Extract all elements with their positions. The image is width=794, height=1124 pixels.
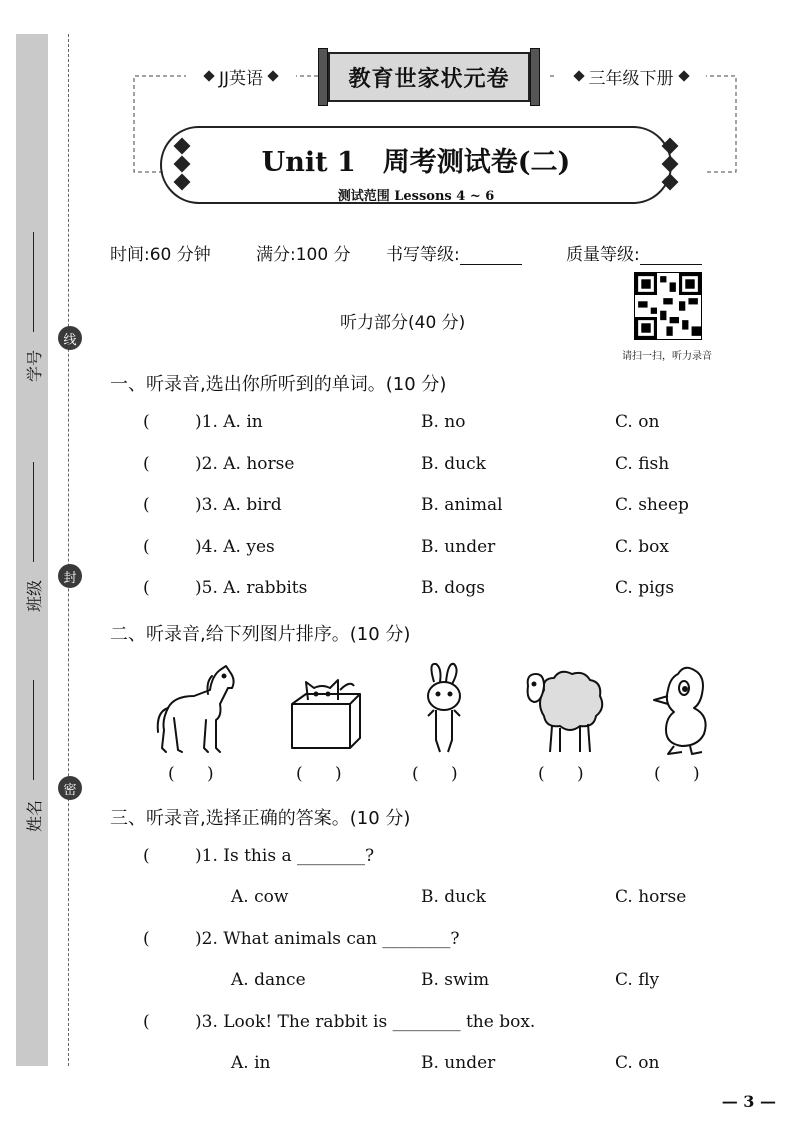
page-number: — 3 — (721, 1092, 776, 1111)
s1-q4-c: C. box (615, 537, 669, 557)
horse-icon (150, 660, 240, 760)
pic3-answer-blank[interactable]: ( ) (412, 764, 458, 784)
quality-grade: 质量等级: (566, 240, 702, 265)
s3-q2-c: C. fly (615, 970, 660, 990)
subject-tag (186, 64, 296, 88)
s3-q2-a: A. dance (231, 970, 306, 990)
pic2-answer-blank[interactable]: ( ) (296, 764, 342, 784)
s1-q1-a: )1. A. in (195, 412, 263, 432)
quality-grade-blank[interactable] (640, 248, 702, 265)
student-no-line (33, 232, 34, 332)
s1-q4-a: )4. A. yes (195, 537, 275, 557)
s3-q2-stem: )2. What animals can ________? (195, 929, 460, 949)
s1-q2-a: )2. A. horse (195, 454, 295, 474)
student-no-label: 学号 (25, 349, 44, 382)
listening-heading: 听力部分(40 分) (340, 313, 466, 333)
s1-q4-b: B. under (421, 537, 496, 557)
cut-line (68, 34, 69, 1066)
binding-strip (16, 34, 48, 1066)
series-title: 教育世家状元卷 (328, 52, 530, 102)
rabbit-icon (398, 660, 488, 760)
pic5-answer-blank[interactable]: ( ) (654, 764, 700, 784)
pic4-answer-blank[interactable]: ( ) (538, 764, 584, 784)
section2-heading: 二、听录音,给下列图片排序。(10 分) (110, 624, 411, 645)
s3-q3-stem: )3. Look! The rabbit is ________ the box. (195, 1012, 536, 1032)
sheep-icon (520, 660, 610, 760)
time-limit: 时间:60 分钟 (110, 245, 211, 265)
s3-q1-b: B. duck (421, 887, 486, 907)
s3-q1-stem: )1. Is this a ________? (195, 846, 375, 866)
class-line (33, 462, 34, 562)
name-line (33, 680, 34, 780)
cat-in-box-icon (280, 660, 370, 760)
s3-q1-c: C. horse (615, 887, 687, 907)
seal-mark-mi: 密 (58, 776, 82, 800)
section1-heading: 一、听录音,选出你所听到的单词。(10 分) (110, 374, 447, 395)
s3-q3-a: A. in (231, 1053, 271, 1073)
s1-q5-c: C. pigs (615, 578, 675, 598)
seal-mark-feng: 封 (58, 564, 82, 588)
class-label: 班级 (25, 579, 44, 612)
s1-q3-b: B. animal (421, 495, 503, 515)
name-label: 姓名 (25, 799, 44, 832)
s3-q3-c: C. on (615, 1053, 660, 1073)
s1-q2-b: B. duck (421, 454, 486, 474)
test-scope: 测试范围 Lessons 4 ~ 6 (337, 189, 495, 204)
series-scroll (318, 48, 540, 106)
seal-mark-xian: 线 (58, 326, 82, 350)
s1-q5-a: )5. A. rabbits (195, 578, 308, 598)
grade-label: 三年级下册 (588, 68, 674, 89)
s3-q3-b: B. under (421, 1053, 496, 1073)
s3-q1-a: A. cow (231, 887, 289, 907)
section3-heading: 三、听录音,选择正确的答案。(10 分) (110, 808, 411, 829)
pic1-answer-blank[interactable]: ( ) (168, 764, 214, 784)
page-title: Unit 1 周考测试卷(二) (261, 147, 571, 178)
s1-q1-b: B. no (421, 412, 466, 432)
writing-grade: 书写等级: (386, 240, 522, 265)
s1-q3-a: )3. A. bird (195, 495, 282, 515)
writing-grade-blank[interactable] (460, 248, 522, 265)
subject-label: JJ英语 (218, 68, 264, 89)
s3-q2-b: B. swim (421, 970, 490, 990)
s1-q5-b: B. dogs (421, 578, 486, 598)
duck-icon (644, 660, 734, 760)
qr-code-icon[interactable] (634, 272, 702, 340)
s1-q2-c: C. fish (615, 454, 670, 474)
full-score: 满分:100 分 (256, 245, 351, 265)
s1-q3-c: C. sheep (615, 495, 689, 515)
qr-caption: 请扫一扫，听力录音 (622, 351, 712, 362)
s1-q1-c: C. on (615, 412, 660, 432)
grade-tag (556, 64, 706, 88)
